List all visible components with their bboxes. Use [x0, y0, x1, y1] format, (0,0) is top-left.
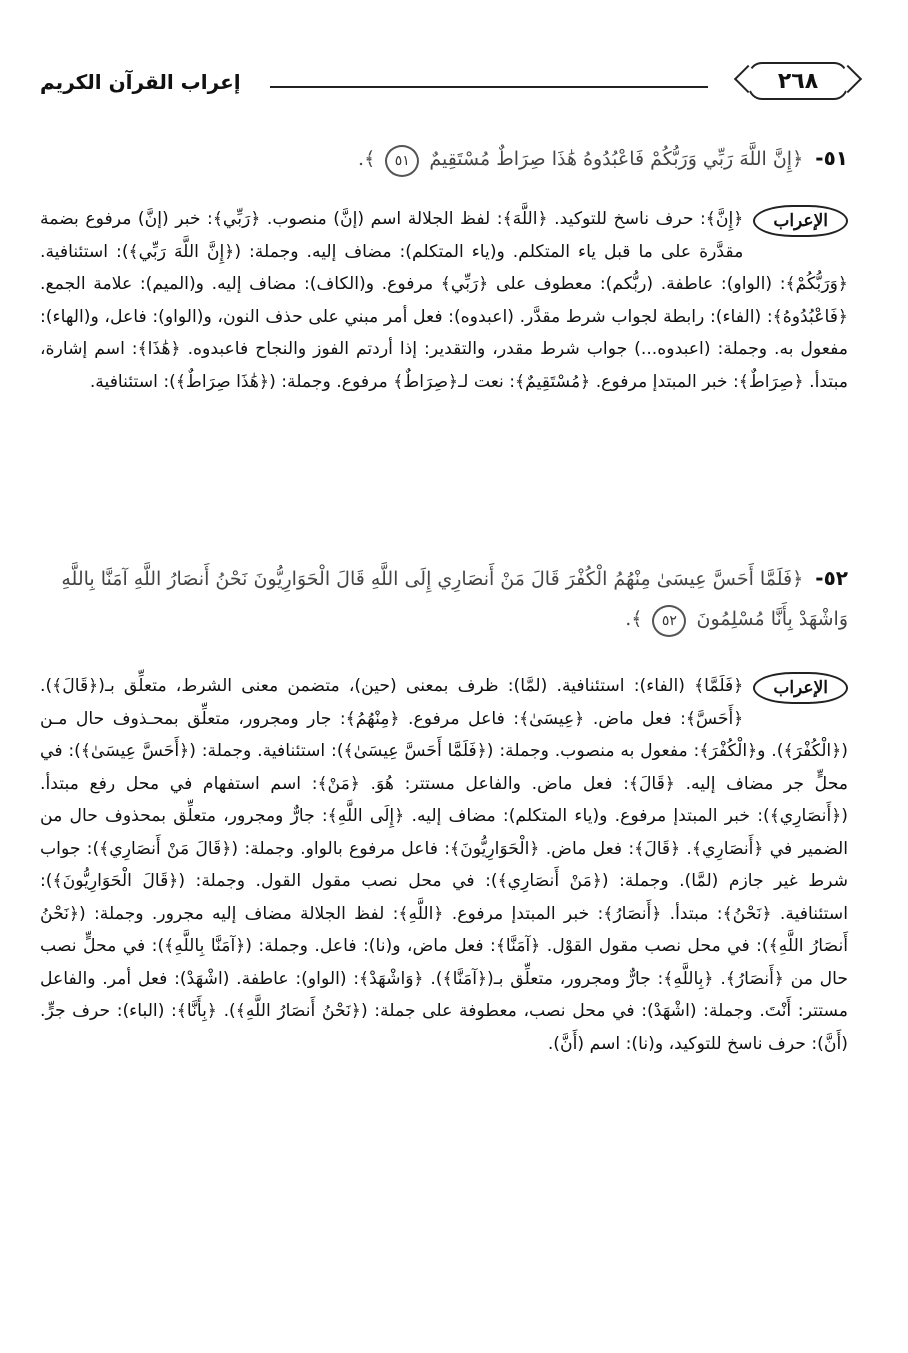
- verse-text: ﴿إِنَّ اللَّهَ رَبِّي وَرَبُّكُمْ فَاعْبُدُوهُ هَٰذَا صِرَاطٌ مُسْتَقِيمٌ: [429, 148, 804, 170]
- page-number-badge: [748, 62, 848, 100]
- irab-block-51: [40, 203, 848, 398]
- book-title: إعراب القرآن الكريم: [40, 70, 241, 94]
- verse-number: ٥٢-: [815, 566, 848, 590]
- verse-number: ٥١-: [815, 146, 848, 170]
- page-number: ٢٦٨: [777, 68, 819, 94]
- verse-close: ﴾.: [358, 148, 376, 170]
- irab-text: ﴿إِنَّ﴾: حرف ناسخ للتوكيد. ﴿اللَّهَ﴾: لفظ الجلالة اسم (إنَّ) منصوب. ﴿رَبِّي﴾: خبر (إنَّ) مرفوع بضمة مقدَّرة على ما قبل ياء المتكلم. و(ياء المتكلم): مضاف إليه. وجملة: (﴿إِنَّ اللَّهَ رَبِّي﴾): استئنافية. ﴿وَرَبُّكُمْ﴾: (الواو): عاطفة. (ربُّكم): معطوف على ﴿رَبِّي﴾ مرفوع. و(الكاف): مضاف إليه. و(الميم): علامة الجمع. ﴿فَاعْبُدُوهُ﴾: (الفاء): رابطة لجواب شرط مقدَّر. (اعبدوه): فعل أمر مبني على حذف النون، و(الواو): فاعل، و(الهاء): مفعول به. وجملة: (اعبدوه...) جواب شرط مقدر، والتقدير: إذا أردتم الفوز والنجاح فاعبدوه. ﴿هَٰذَا﴾: اسم إشارة، مبتدأ. ﴿صِرَاطٌ﴾: خبر المبتدإ مرفوع. ﴿مُسْتَقِيمٌ﴾: نعت لـ﴿صِرَاطٌ﴾ مرفوع. وجملة: (﴿هَٰذَا صِرَاطٌ﴾): استئنافية.: [40, 209, 848, 392]
- irab-text: ﴿فَلَمَّا﴾ (الفاء): استئنافية. (لمَّا): ظرف بمعنى (حين)، متضمن معنى الشرط، متعلِّق بـ(﴿قَالَ﴾). ﴿أَحَسَّ﴾: فعل ماض. ﴿عِيسَىٰ﴾: فاعل مرفوع. ﴿مِنْهُمُ﴾: جار ومجرور، متعلِّق بمحـذوف حال مـن (﴿الْكُفْرَ﴾). و﴿الْكُفْرَ﴾: مفعول به منصوب. وجملة: (﴿فَلَمَّا أَحَسَّ عِيسَىٰ﴾): استئنافية. وجملة: (﴿أَحَسَّ عِيسَىٰ﴾): في محلٍّ جر مضاف إليه. ﴿قَالَ﴾: فعل ماض. والفاعل مستتر: هُوَ. ﴿مَنْ﴾: اسم استفهام في محل رفع مبتدأ. (﴿أَنصَارِي﴾): خبر المبتدإ مرفوع. و(ياء المتكلم): مضاف إليه. ﴿إِلَى اللَّهِ﴾: جارٌّ ومجرور، متعلِّق بمحذوف حال من الضمير في ﴿أَنصَارِي﴾. ﴿قَالَ﴾: فعل ماض. ﴿الْحَوَارِيُّونَ﴾: فاعل مرفوع بالواو. وجملة: (﴿قَالَ مَنْ أَنصَارِي﴾): جواب شرط غير جازم (لمَّا). وجملة: (﴿مَنْ أَنصَارِي﴾): في محل نصب مقول القول. وجملة: (﴿قَالَ الْحَوَارِيُّونَ﴾): استئنافية. ﴿نَحْنُ﴾: مبتدأ. ﴿أَنصَارُ﴾: خبر المبتدإ مرفوع. ﴿اللَّهِ﴾: لفظ الجلالة مضاف إليه مجرور. وجملة: (﴿نَحْنُ أَنصَارُ اللَّهِ﴾): في محل نصب مقول القوْل. ﴿آمَنَّا﴾: فعل ماض، و(نا): فاعل. وجملة: (﴿آمَنَّا بِاللَّهِ﴾): في محلٍّ نصب حال من ﴿أَنصَارُ﴾. ﴿بِاللَّهِ﴾: جارٌّ ومجرور، متعلِّق بـ(﴿آمَنَّا﴾). ﴿وَاشْهَدْ﴾: (الواو): عاطفة. (اشْهَدْ): فعل أمر. والفاعل مستتر: أَنْتَ. وجملة: (اشْهَدْ): في محل نصب، معطوفة على جملة: (﴿نَحْنُ أَنصَارُ اللَّهِ﴾). ﴿بِأَنَّا﴾: (الباء): حرف جرٍّ. (أَنَّ): حرف ناسخ للتوكيد، و(نا): اسم (أَنَّ).: [40, 676, 848, 1054]
- page: [40, 0, 848, 1353]
- verse-close: ﴾.: [625, 608, 643, 630]
- irab-label: الإعراب: [753, 672, 848, 704]
- verse-51: [40, 138, 848, 179]
- page-header: [40, 58, 848, 102]
- ayah-number-marker: ٥٢: [652, 605, 686, 637]
- irab-block-52: [40, 670, 848, 1060]
- verse-52: [40, 558, 848, 639]
- ayah-number-marker: ٥١: [385, 145, 419, 177]
- verse-text: ﴿فَلَمَّا أَحَسَّ عِيسَىٰ مِنْهُمُ الْكُفْرَ قَالَ مَنْ أَنصَارِي إِلَى اللَّهِ قَالَ الْحَوَارِيُّونَ نَحْنُ أَنصَارُ اللَّهِ آمَنَّا بِاللَّهِ وَاشْهَدْ بِأَنَّا مُسْلِمُونَ: [61, 568, 848, 630]
- header-divider: [270, 86, 708, 88]
- irab-label: الإعراب: [753, 205, 848, 237]
